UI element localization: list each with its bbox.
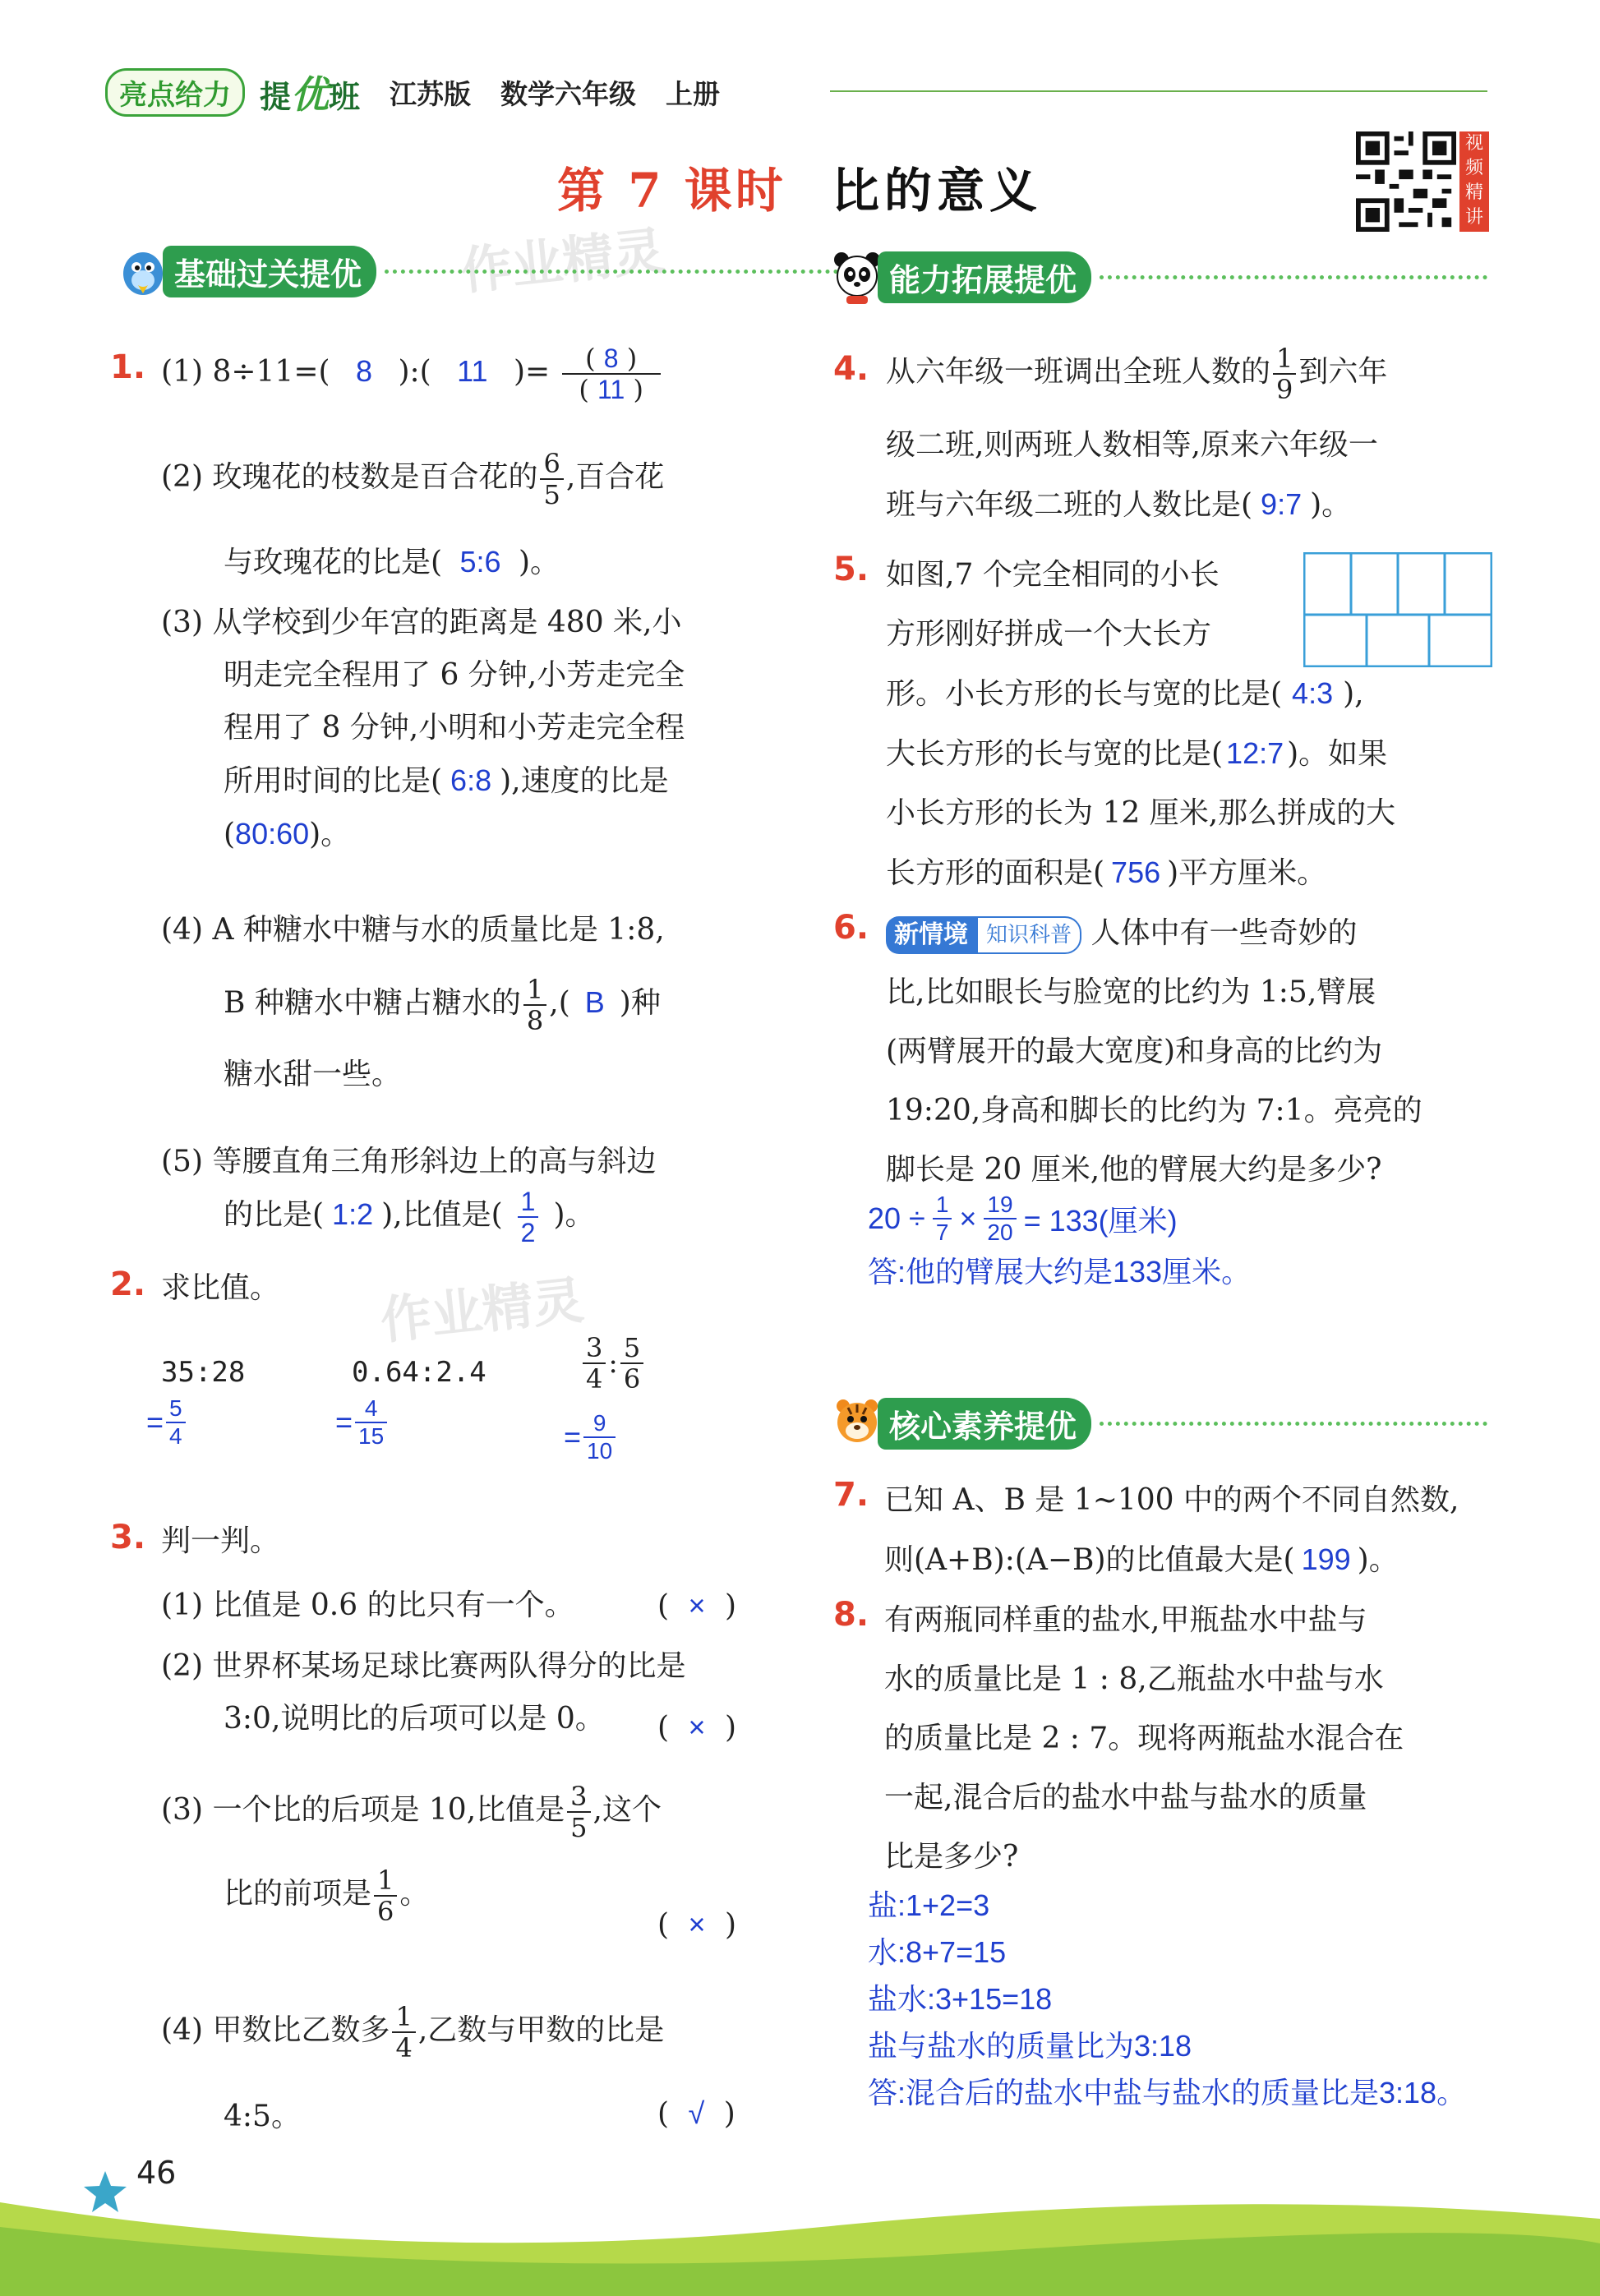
answer-fraction: $\frac{( 8 )}{( 11 )}$: [562, 345, 661, 403]
banner-dots: [385, 270, 838, 274]
answer: ×: [688, 1588, 706, 1622]
question-number: 1.: [110, 348, 146, 386]
question-number: 3.: [110, 1519, 146, 1556]
answer-fraction: $\frac{4}{15}$: [355, 1397, 387, 1448]
lesson-number: 第 7 课时: [557, 163, 786, 219]
q1-part2-line2: 与玫瑰花的比是( 5:6 )。: [224, 545, 560, 579]
page-number: 46: [136, 2155, 177, 2191]
q3-judgement-2: ( × ): [657, 1710, 737, 1745]
q2-answer-3: = $\frac{9}{10}$: [564, 1412, 618, 1463]
q8-solution: 盐:1+2=3 水:8+7=15 盐水:3+15=18 盐与盐水的质量比为3:18 答:混合后的盐水中盐与盐水的质量比是3:18。: [868, 1888, 1467, 2109]
answer-fraction: $\frac{9}{10}$: [583, 1412, 616, 1463]
question-number: 2.: [110, 1266, 146, 1303]
q3-part2: (2) 世界杯某场足球比赛两队得分的比是 3:0,说明比的后项可以是 0。: [161, 1649, 686, 1736]
tag-science: 知识科普: [976, 916, 1081, 954]
banner-dots: [1100, 275, 1487, 279]
watermark: 作业精灵: [458, 220, 667, 302]
answer: 4:3: [1292, 676, 1334, 710]
answer: √: [688, 2096, 705, 2130]
page-header: [105, 69, 720, 115]
question-number: 7.: [833, 1476, 869, 1514]
answer: ×: [688, 1907, 706, 1941]
footer-decoration: [0, 2169, 1600, 2296]
answer-fraction: $\frac{5}{4}$: [166, 1397, 186, 1448]
rectangle-figure: [1303, 552, 1492, 667]
question-number: 6.: [833, 909, 869, 947]
qr-code-icon[interactable]: [1356, 131, 1456, 232]
dolphin-mascot-icon: [115, 242, 169, 300]
q7-text: 已知 A、B 是 1~100 中的两个不同自然数, 则(A+B):(A−B)的比值最大是( 199 )。: [884, 1483, 1459, 1577]
fraction: $\frac{1}{8}$: [523, 976, 546, 1034]
q2-answer-1: = $\frac{5}{4}$: [146, 1397, 188, 1448]
answer: 12:7: [1226, 736, 1284, 770]
q1-part3: (3) 从学校到少年宫的距离是 480 米,小 明走完全程用了 6 分钟,小芳走完全 程用了 8 分钟,小明和小芳走完全程 所用时间的比是( 6:8 ),速度的比是 (80:60)。: [161, 606, 685, 851]
q3-judgement-3: ( × ): [657, 1907, 737, 1942]
answer: ×: [688, 1710, 706, 1744]
q4-text: 从六年级一班调出全班人数的 $\frac{1}{9}$ 到六年 级二班,则两班人数相等,原来六年级一 班与六年级二班的人数比是( 9:7 )。: [886, 343, 1388, 522]
answer: 6:8: [450, 763, 492, 797]
q1-part5: (5) 等腰直角三角形斜边上的高与斜边 的比是( 1:2 ),比值是( $\frac{1}{2}$ )。: [161, 1145, 657, 1247]
answer: B: [584, 985, 605, 1019]
series-name: 提优班: [260, 72, 361, 117]
answer: 199: [1301, 1542, 1351, 1576]
q8-text: 有两瓶同样重的盐水,甲瓶盐水中盐与 水的质量比是 1 : 8,乙瓶盐水中盐与水 的质量比是 2 : 7。现将两瓶盐水混合在 一起,混合后的盐水中盐与盐水的质量 比是多少?: [884, 1603, 1404, 1874]
q1-part2: (2) 玫瑰花的枝数是百合花的 $\frac{6}{5}$ ,百合花: [161, 448, 665, 510]
answer: 80:60: [235, 817, 310, 851]
fraction: $\frac{5}{6}$: [620, 1335, 643, 1392]
q6-answer: 答:他的臂展大约是133厘米。: [868, 1255, 1252, 1289]
watermark: 作业精灵: [377, 1270, 587, 1351]
answer-fraction: $\frac{19}{20}$: [984, 1193, 1016, 1244]
q3-part4: (4) 甲数比乙数多 $\frac{1}{4}$ ,乙数与甲数的比是 4:5。: [161, 2001, 665, 2133]
subject: 数学六年级: [500, 77, 637, 110]
q3-part1: (1) 比值是 0.6 的比只有一个。: [161, 1588, 574, 1622]
answer: 11: [457, 354, 488, 388]
answer: 9:7: [1261, 487, 1303, 521]
tiger-mascot-icon: [830, 1395, 884, 1452]
panda-mascot-icon: [830, 248, 884, 306]
star-icon: [82, 2169, 128, 2215]
answer-fraction: $\frac{1}{2}$: [518, 1188, 539, 1246]
fraction: $\frac{1}{6}$: [374, 1867, 397, 1925]
question-number: 4.: [833, 350, 869, 388]
question-number: 8.: [833, 1596, 869, 1634]
q2-item-2: 0.64:2.4: [352, 1356, 486, 1389]
volume: 上册: [666, 77, 721, 110]
section-banner-basic: 基础过关提优: [115, 245, 838, 297]
q3-judgement-4: ( √ ): [657, 2096, 735, 2131]
q5-text: 如图,7 个完全相同的小长 方形刚好拼成一个大长方 形。小长方形的长与宽的比是( 4:3 ), 大长方形的长与宽的比是( 12:7 )。如果 小长方形的长为 12 厘米,那么拼成的大 长方形的面积是( 756 )平方厘米。: [886, 558, 1396, 890]
q3-part3: (3) 一个比的后项是 10,比值是 $\frac{3}{5}$ ,这个 比的前项是 $\frac{1}{6}$ 。: [161, 1781, 662, 1927]
header-divider: [830, 90, 1487, 92]
banner-dots: [1100, 1422, 1487, 1426]
fraction: $\frac{3}{4}$: [583, 1335, 606, 1392]
q1-part4: (4) A 种糖水中糖与水的质量比是 1:8, B 种糖水中糖占糖水的 $\frac{1}{8}$ ,( B )种 糖水甜一些。: [161, 913, 665, 1091]
answer: 1:2: [332, 1197, 374, 1231]
qr-caption: 视 频 精 讲: [1459, 131, 1489, 232]
lesson-title: 比的意义: [832, 163, 1043, 219]
answer-fraction: $\frac{1}{7}$: [933, 1193, 952, 1244]
question-number: 5.: [833, 551, 869, 588]
fraction: $\frac{1}{9}$: [1273, 345, 1296, 403]
q6-solution: 20 ÷ $\frac{1}{7}$ × $\frac{19}{20}$ = 133(厘米): [868, 1192, 1178, 1245]
q1-part1: (1) 8÷11=( 8 ):( 11 )= $\frac{( 8 )}{( 11 )}$: [161, 345, 663, 403]
fraction: $\frac{3}{5}$: [567, 1783, 590, 1841]
fraction: $\frac{6}{5}$: [540, 450, 563, 508]
section-banner-ability: 能力拓展提优: [830, 251, 1487, 303]
q2-answer-2: = $\frac{4}{15}$: [335, 1397, 390, 1448]
tag-new-context: 新情境: [886, 916, 976, 954]
q2-item-3: $\frac{3}{4}$ : $\frac{5}{6}$: [580, 1335, 646, 1392]
answer: 756: [1111, 855, 1161, 889]
fraction: $\frac{1}{4}$: [392, 2003, 415, 2061]
answer: 5:6: [459, 545, 501, 579]
q2-item-1: 35:28: [161, 1356, 246, 1389]
q3-prompt: 判一判。: [161, 1524, 280, 1558]
q3-judgement-1: ( × ): [657, 1588, 737, 1623]
section-banner-core: 核心素养提优: [830, 1397, 1487, 1450]
brand-logo: 亮点给力: [105, 68, 245, 117]
answer: 8: [356, 354, 373, 388]
q6-text: 新情境 知识科普 人体中有一些奇妙的 比,比如眼长与脸宽的比约为 1:5,臂展 (两臂展开的最大宽度)和身高的比约为 19:20,身高和脚长的比约为 7:1。亮亮的 脚长是 20 厘米,他的臂展大约是多少?: [886, 916, 1422, 1187]
edition: 江苏版: [390, 77, 472, 110]
q2-prompt: 求比值。: [161, 1271, 280, 1305]
